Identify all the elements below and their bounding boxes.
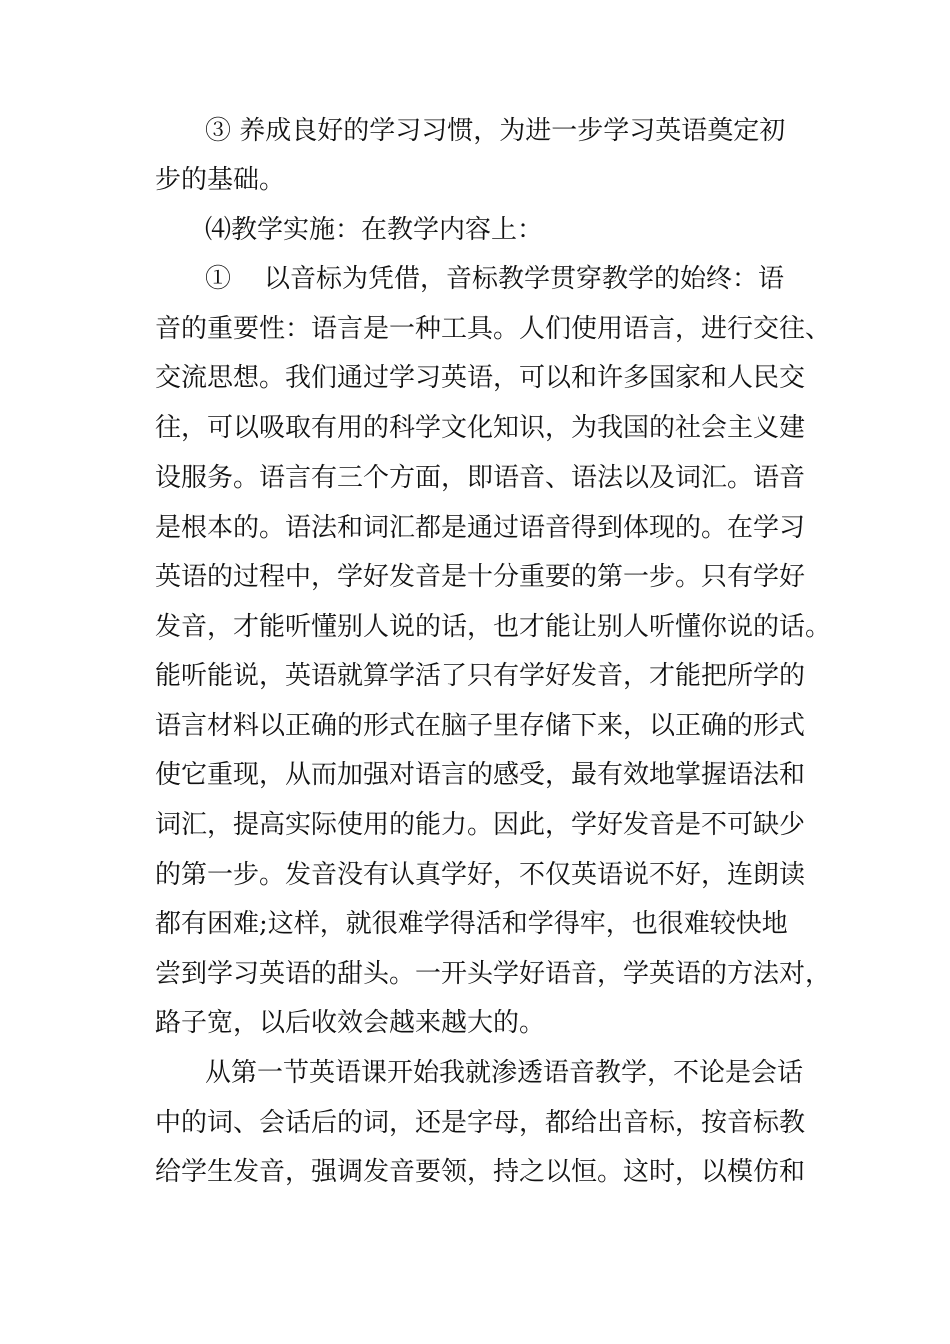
paragraph-line: 给学生发音，强调发音要领，持之以恒。这时，以模仿和 [155, 1157, 806, 1187]
paragraph-line: 发音，才能听懂别人说的话，也才能让别人听懂你说的话。 [155, 612, 832, 642]
paragraph-line: 使它重现，从而加强对语言的感受，最有效地掌握语法和 [155, 760, 806, 790]
paragraph-line: 语言材料以正确的形式在脑子里存储下来，以正确的形式 [155, 711, 806, 741]
paragraph-line: 设服务。语言有三个方面，即语音、语法以及词汇。语音 [155, 463, 806, 493]
paragraph-line: 英语的过程中，学好发音是十分重要的第一步。只有学好 [155, 562, 806, 592]
paragraph-line: ① 以音标为凭借，音标教学贯穿教学的始终：语 [205, 264, 785, 294]
paragraph-line: 词汇，提高实际使用的能力。因此，学好发音是不可缺少 [155, 810, 806, 840]
paragraph-line: 能听能说，英语就算学活了只有学好发音，才能把所学的 [155, 661, 806, 691]
paragraph-line: 的第一步。发音没有认真学好，不仅英语说不好，连朗读 [155, 860, 806, 890]
paragraph-line: 音的重要性：语言是一种工具。人们使用语言，进行交往、 [155, 314, 832, 344]
paragraph-line: 交流思想。我们通过学习英语，可以和许多国家和人民交 [155, 363, 806, 393]
paragraph-line: 尝到学习英语的甜头。一开头学好语音，学英语的方法对， [155, 959, 832, 989]
paragraph-line: 都有困难;这样，就很难学得活和学得牢，也很难较快地 [155, 909, 788, 939]
paragraph-line: 往，可以吸取有用的科学文化知识，为我国的社会主义建 [155, 413, 806, 443]
paragraph-line: 步的基础。 [155, 165, 286, 195]
paragraph-line: ③ 养成良好的学习习惯，为进一步学习英语奠定初 [205, 116, 786, 146]
paragraph-line: 路子宽，以后收效会越来越大的。 [155, 1008, 546, 1038]
paragraph-line: 是根本的。语法和词汇都是通过语音得到体现的。在学习 [155, 513, 806, 543]
section-heading: ⑷教学实施：在教学内容上： [205, 215, 544, 245]
paragraph-line: 从第一节英语课开始我就渗透语音教学，不论是会话 [205, 1058, 804, 1088]
paragraph-line: 中的词、会话后的词，还是字母，都给出音标，按音标教 [155, 1108, 806, 1138]
